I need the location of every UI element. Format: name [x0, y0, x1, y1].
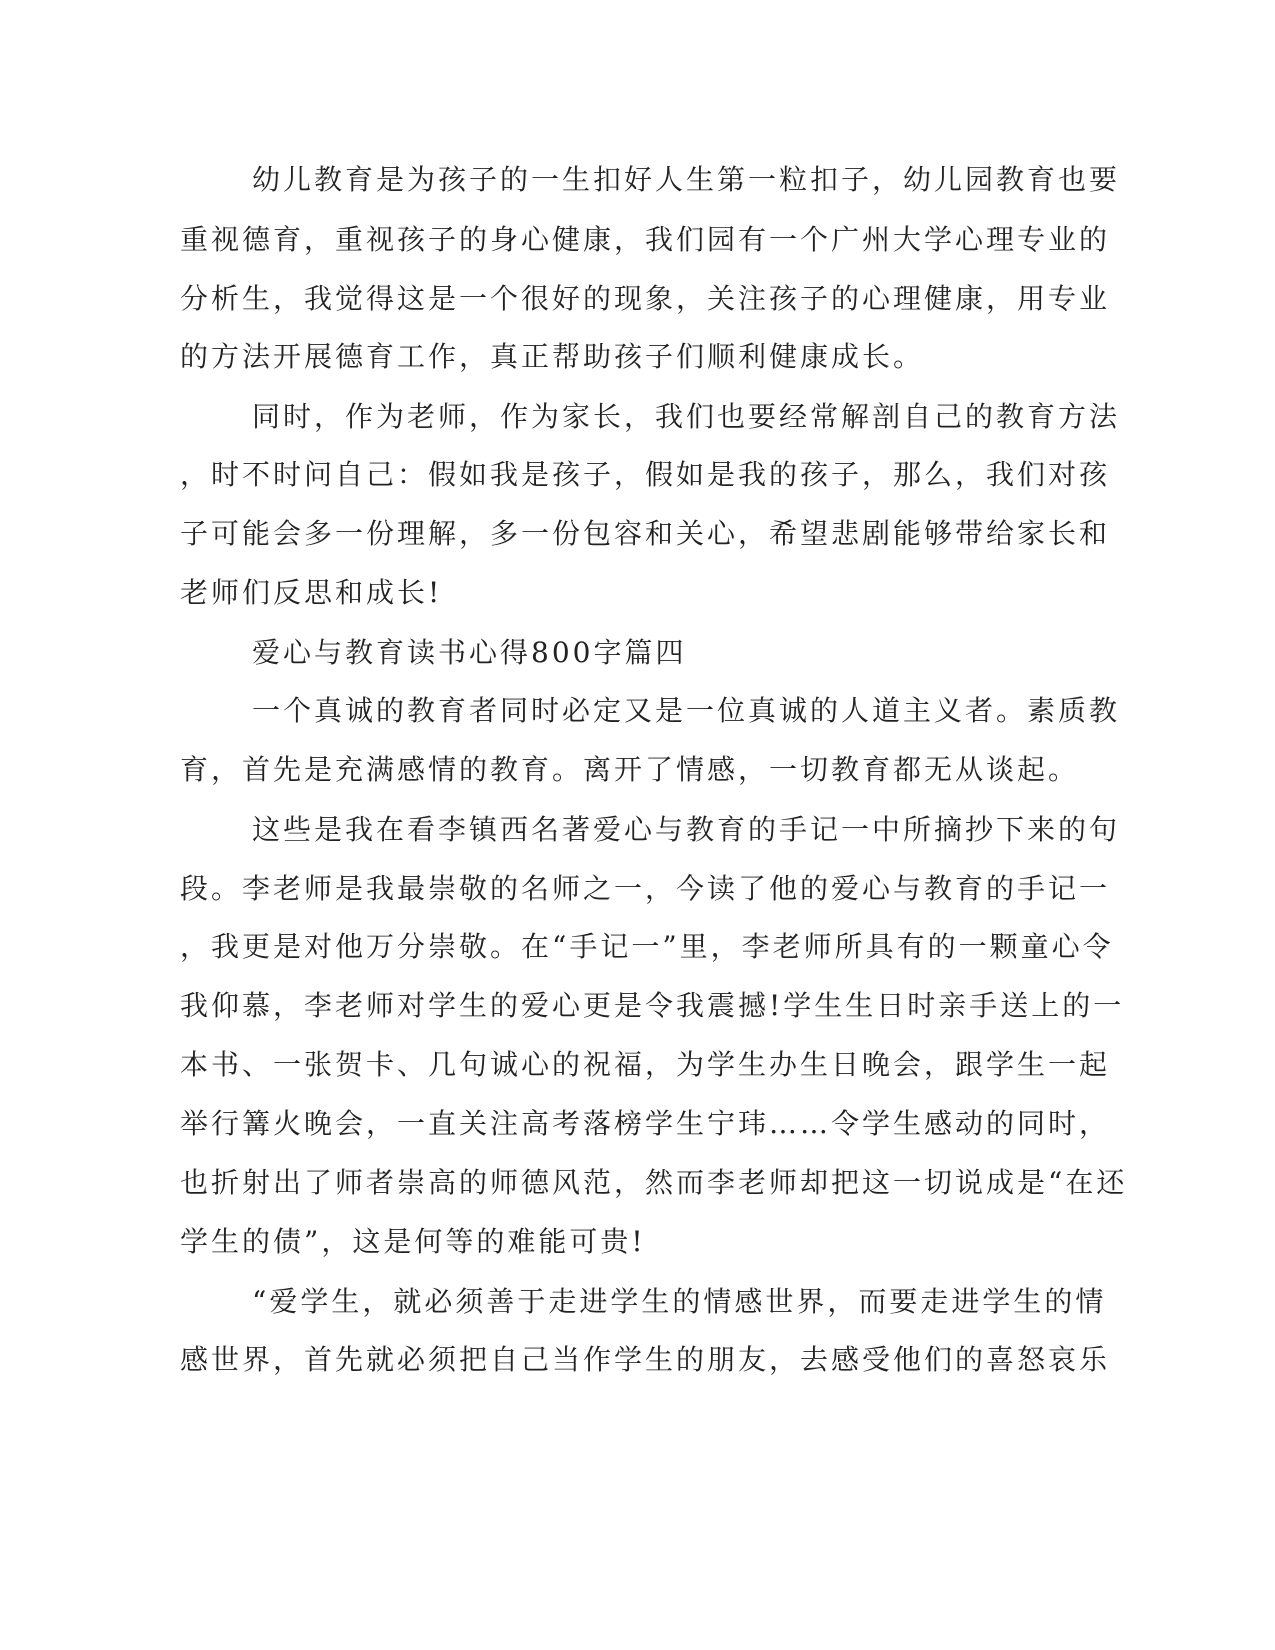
text-line: 子可能会多一份理解，多一份包容和关心，希望悲剧能够带给家长和: [180, 517, 1111, 550]
text-line: 段。李老师是我最崇敬的名师之一，今读了他的爱心与教育的手记一: [180, 872, 1111, 905]
text-line: 举行篝火晚会，一直关注高考落榜学生宁玮……令学生感动的同时，: [180, 1107, 1111, 1140]
text-line: 也折射出了师者崇高的师德风范，然而李老师却把这一切说成是“在还: [180, 1166, 1128, 1199]
text-line: 幼儿教育是为孩子的一生扣好人生第一粒扣子，幼儿园教育也要: [252, 163, 1121, 196]
text-line: 感世界，首先就必须把自己当作学生的朋友，去感受他们的喜怒哀乐: [180, 1343, 1111, 1376]
text-line: 我仰慕，李老师对学生的爱心更是令我震撼!学生生日时亲手送上的一: [180, 989, 1125, 1022]
text-line: ，时不时问自己：假如我是孩子，假如是我的孩子，那么，我们对孩: [180, 458, 1111, 491]
text-line: 老师们反思和成长!: [180, 576, 443, 609]
text-line: ，我更是对他万分崇敬。在“手记一”里，李老师所具有的一颗童心令: [180, 930, 1114, 963]
text-line: 分析生，我觉得这是一个很好的现象，关注孩子的心理健康，用专业: [180, 282, 1111, 315]
text-line: 同时，作为老师，作为家长，我们也要经常解剖自己的教育方法: [252, 400, 1121, 433]
text-line: 的方法开展德育工作，真正帮助孩子们顺利健康成长。: [180, 340, 925, 373]
section-heading: 爱心与教育读书心得800字篇四: [252, 636, 687, 669]
text-line: 学生的债”，这是何等的难能可贵!: [180, 1225, 646, 1258]
text-line: 一个真诚的教育者同时必定又是一位真诚的人道主义者。素质教: [252, 694, 1121, 727]
text-line: 重视德育，重视孩子的身心健康，我们园有一个广州大学心理专业的: [180, 223, 1111, 256]
text-line: 本书、一张贺卡、几句诚心的祝福，为学生办生日晚会，跟学生一起: [180, 1048, 1111, 1081]
text-line: 这些是我在看李镇西名著爱心与教育的手记一中所摘抄下来的句: [252, 813, 1121, 846]
text-line: “爱学生，就必须善于走进学生的情感世界，而要走进学生的情: [252, 1285, 1107, 1318]
text-line: 育，首先是充满感情的教育。离开了情感，一切教育都无从谈起。: [180, 753, 1080, 786]
